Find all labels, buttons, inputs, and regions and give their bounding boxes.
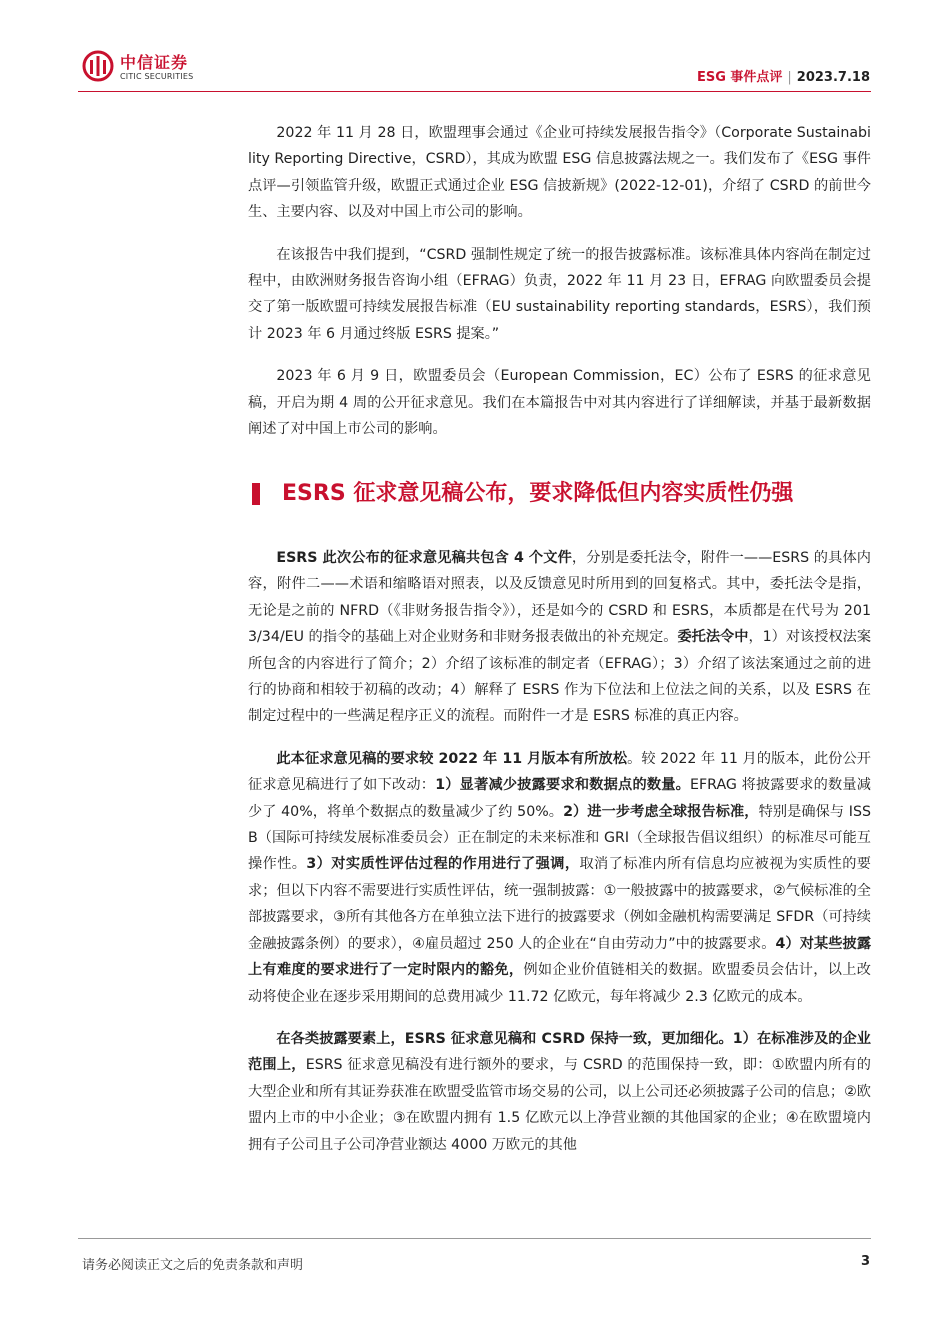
header-divider: [78, 91, 871, 92]
bold-lead: 3）对实质性评估过程的作用进行了强调，: [306, 856, 580, 873]
bold-lead: ESRS 此次公布的征求意见稿共包含 4 个文件: [276, 550, 572, 566]
logo-chinese-name: 中信证券: [120, 53, 189, 72]
body-text: ，分别是委托法令，附件一——ESRS 的具体内容，附件二——术语和缩略语对照表，以及反馈意见时所用到的回复格式。其中，委托法令是指，无论是之前的 NFRD（《非财务报告指令》），还是如今的 CSRD 和 ESRS，本质都是在代号为 2013/34/EU 的指令的基础上对企业财务和非财务报表做出的补充规定。: [248, 550, 871, 646]
bold-lead: 在各类披露要素上，ESRS 征求意见稿和 CSRD 保持一致，更加细化。1）在标准涉及的企业范围上，: [248, 1030, 871, 1074]
section-title: ESRS 征求意见稿公布，要求降低但内容实质性仍强: [282, 481, 794, 506]
body-section: [248, 545, 871, 1174]
body-paragraph-3: [248, 1026, 871, 1158]
intro-section: [248, 120, 871, 458]
body-text: 例如企业价值链相关的数据。欧盟委员会估计，以上改动将使企业在逐步采用期间的总费用减少 11.72 亿欧元，每年将减少 2.3 亿欧元的成本。: [248, 962, 871, 1005]
page-header: [0, 0, 950, 100]
header-meta: [697, 66, 870, 85]
body-text: EFRAG 将披露要求的数量减少了 40%，将单个数据点的数量减少了约 50%。: [248, 777, 871, 820]
page-number: 3: [860, 1254, 870, 1269]
citic-emblem-icon: [82, 50, 114, 82]
footer-disclaimer: 请务必阅读正文之后的免责条款和声明: [82, 1258, 304, 1273]
intro-paragraph-1: 2022 年 11 月 28 日，欧盟理事会通过《企业可持续发展报告指令》（Corporate Sustainability Reporting Directive，CSRD），其成为欧盟 ESG 信息披露法规之一。我们发布了《ESG 事件点评—引领监管升级，欧盟正式通过企业 ESG 信披新规》(2022-12-01)，介绍了 CSRD 的前世今生、主要内容、以及对中国上市公司的影响。: [248, 125, 871, 221]
section-heading: [248, 474, 871, 514]
logo-english-name: CITIC SECURITIES: [120, 72, 194, 81]
report-tag: ESG 事件点评: [696, 70, 783, 85]
bold-lead: 4）对某些披露上有难度的要求进行了一定时限内的豁免，: [248, 935, 872, 979]
body-paragraph-1: [248, 545, 871, 730]
bold-lead: 1）显著减少披露要求和数据点的数量。: [435, 777, 691, 794]
section-marker: [252, 483, 260, 505]
footer-divider: [78, 1238, 871, 1239]
body-text: 。较 2022 年 11 月的版本，此份公开征求意见稿进行了如下改动：: [248, 750, 871, 794]
body-text: 取消了标准内所有信息均应被视为实质性的要求；但以下内容不需要进行实质性评估，统一强制披露：①一般披露中的披露要求，②气候标准的全部披露要求，③所有其他各方在单独立法下进行的披露要求（例如金融机构需要满足 SFDR（可持续金融披露条例）的要求），④雇员超过 250 人的企业在“自由劳动力”中的披露要求。: [248, 856, 871, 952]
body-text: 特别是确保与 ISSB（国际可持续发展标准委员会）正在制定的未来标准和 GRI（全球报告倡议组织）的标准尽可能互操作性。: [248, 803, 871, 873]
report-date: 2023.7.18: [796, 70, 870, 85]
citic-logo: [82, 50, 232, 86]
body-text: ，1）对该授权法案所包含的内容进行了简介；2）介绍了该标准的制定者（EFRAG）；3）介绍了该法案通过之前的进行的协商和相较于初稿的改动；4）解释了 ESRS 作为下位法和上位法之间的关系，以及 ESRS 在制定过程中的一些满足程序正义的流程。而附件一才是 ESRS 标准的真正内容。: [248, 629, 872, 725]
bold-lead: 此本征求意见稿的要求较 2022 年 11 月版本有所放松: [276, 750, 628, 767]
intro-paragraph-2: 在该报告中我们提到，“CSRD 强制性规定了统一的报告披露标准。该标准具体内容尚在制定过程中，由欧洲财务报告咨询小组（EFRAG）负责，2022 年 11 月 23 日，EFRAG 向欧盟委员会提交了第一版欧盟可持续发展报告标准（EU sustainability reporting standards，ESRS），我们预计 2023 年 6 月通过终版 ESRS 提案。”: [248, 246, 871, 342]
header-separator: |: [787, 70, 792, 85]
bold-lead: 委托法令中: [677, 629, 749, 646]
bold-lead: 2）进一步考虑全球报告标准，: [563, 803, 759, 820]
intro-paragraph-3: 2023 年 6 月 9 日，欧盟委员会（European Commission，EC）公布了 ESRS 的征求意见稿，开启为期 4 周的公开征求意见。我们在本篇报告中对其内容进行了详细解读，并基于最新数据阐述了对中国上市公司的影响。: [248, 368, 871, 438]
body-paragraph-2: [248, 746, 871, 1010]
body-text: ESRS 征求意见稿没有进行额外的要求，与 CSRD 的范围保持一致，即：①欧盟内所有的大型企业和所有其证券获准在欧盟受监管市场交易的公司，以上公司还必须披露子公司的信息；②欧盟内上市的中小企业；③在欧盟内拥有 1.5 亿欧元以上净营业额的其他国家的企业；④在欧盟境内拥有子公司且子公司净营业额达 4000 万欧元的其他: [248, 1057, 871, 1153]
